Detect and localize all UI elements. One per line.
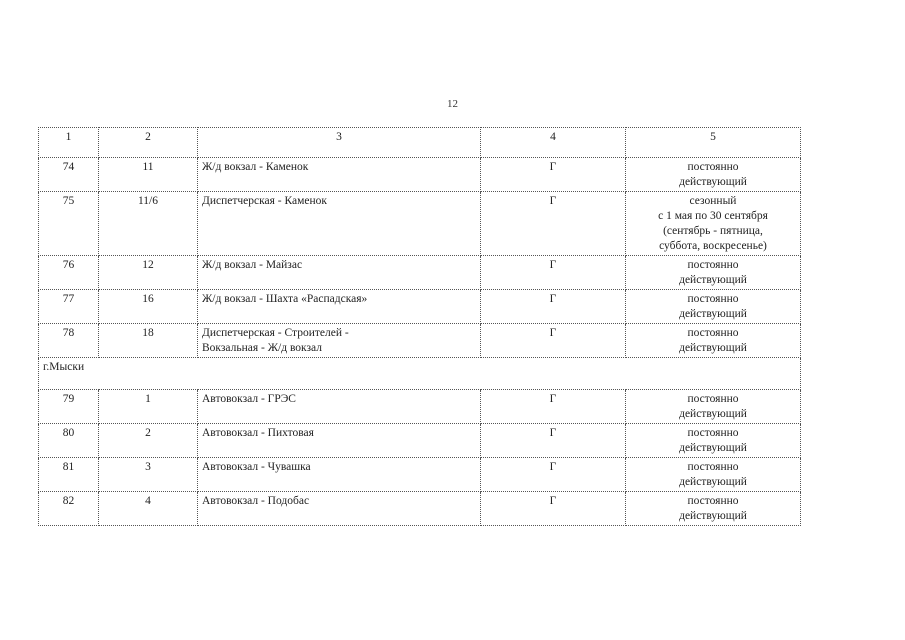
mode-line: постоянно — [687, 293, 739, 305]
route-name: Диспетчерская - Каменок — [198, 192, 481, 256]
route-name: Ж/д вокзал - Каменок — [198, 158, 481, 192]
mode-line: сезонный — [689, 195, 737, 207]
route-name: Автовокзал - Подобас — [198, 492, 481, 526]
table-row — [39, 390, 801, 424]
route-name: Автовокзал - Чувашка — [198, 458, 481, 492]
route-number: 4 — [99, 492, 198, 526]
mode-line: постоянно — [687, 427, 739, 439]
route-number: 2 — [99, 424, 198, 458]
mode-line: действующий — [679, 308, 747, 320]
route-type: Г — [481, 424, 626, 458]
table-row — [39, 158, 801, 192]
mode-line: действующий — [679, 342, 747, 354]
header-cell: 2 — [99, 128, 198, 158]
row-number: 75 — [39, 192, 99, 256]
row-number: 81 — [39, 458, 99, 492]
route-type: Г — [481, 458, 626, 492]
mode-line: постоянно — [687, 327, 739, 339]
mode-line: постоянно — [687, 161, 739, 173]
route-number: 18 — [99, 324, 198, 358]
route-mode — [626, 324, 801, 358]
route-name: Автовокзал - ГРЭС — [198, 390, 481, 424]
mode-line: постоянно — [687, 495, 739, 507]
table-row — [39, 458, 801, 492]
mode-line: действующий — [679, 476, 747, 488]
route-type: Г — [481, 158, 626, 192]
header-cell: 5 — [626, 128, 801, 158]
mode-line: действующий — [679, 510, 747, 522]
table-row — [39, 256, 801, 290]
row-number: 82 — [39, 492, 99, 526]
route-number: 1 — [99, 390, 198, 424]
table-row — [39, 324, 801, 358]
route-mode — [626, 192, 801, 256]
route-type: Г — [481, 290, 626, 324]
mode-line: действующий — [679, 274, 747, 286]
mode-line: действующий — [679, 408, 747, 420]
route-name: Ж/д вокзал - Майзас — [198, 256, 481, 290]
route-type: Г — [481, 192, 626, 256]
route-name — [198, 324, 481, 358]
row-number: 77 — [39, 290, 99, 324]
route-number: 3 — [99, 458, 198, 492]
route-name: Автовокзал - Пихтовая — [198, 424, 481, 458]
header-cell: 3 — [198, 128, 481, 158]
route-mode — [626, 158, 801, 192]
page-number: 12 — [447, 98, 458, 110]
table-row — [39, 424, 801, 458]
section-row — [39, 358, 801, 390]
route-mode — [626, 492, 801, 526]
route-name-line: Диспетчерская - Строителей - — [202, 327, 349, 339]
mode-line: с 1 мая по 30 сентября — [658, 210, 768, 222]
mode-line: постоянно — [687, 393, 739, 405]
mode-line: суббота, воскресенье) — [659, 240, 767, 252]
route-number: 11 — [99, 158, 198, 192]
route-mode — [626, 390, 801, 424]
header-cell: 4 — [481, 128, 626, 158]
route-mode — [626, 256, 801, 290]
mode-line: (сентябрь - пятница, — [663, 225, 763, 237]
route-name-line: Вокзальная - Ж/д вокзал — [202, 342, 322, 354]
header-cell: 1 — [39, 128, 99, 158]
row-number: 74 — [39, 158, 99, 192]
row-number: 80 — [39, 424, 99, 458]
row-number: 78 — [39, 324, 99, 358]
table-header-row — [39, 128, 801, 158]
row-number: 79 — [39, 390, 99, 424]
route-type: Г — [481, 256, 626, 290]
row-number: 76 — [39, 256, 99, 290]
route-type: Г — [481, 492, 626, 526]
mode-line: постоянно — [687, 259, 739, 271]
route-number: 16 — [99, 290, 198, 324]
section-label: г.Мыски — [39, 358, 801, 390]
route-mode — [626, 458, 801, 492]
mode-line: действующий — [679, 442, 747, 454]
table-row — [39, 192, 801, 256]
mode-line: постоянно — [687, 461, 739, 473]
mode-line: действующий — [679, 176, 747, 188]
route-number: 12 — [99, 256, 198, 290]
table-row — [39, 290, 801, 324]
routes-table — [38, 127, 801, 526]
route-type: Г — [481, 324, 626, 358]
route-mode — [626, 290, 801, 324]
route-name: Ж/д вокзал - Шахта «Распадская» — [198, 290, 481, 324]
route-mode — [626, 424, 801, 458]
route-number: 11/6 — [99, 192, 198, 256]
route-type: Г — [481, 390, 626, 424]
table-row — [39, 492, 801, 526]
